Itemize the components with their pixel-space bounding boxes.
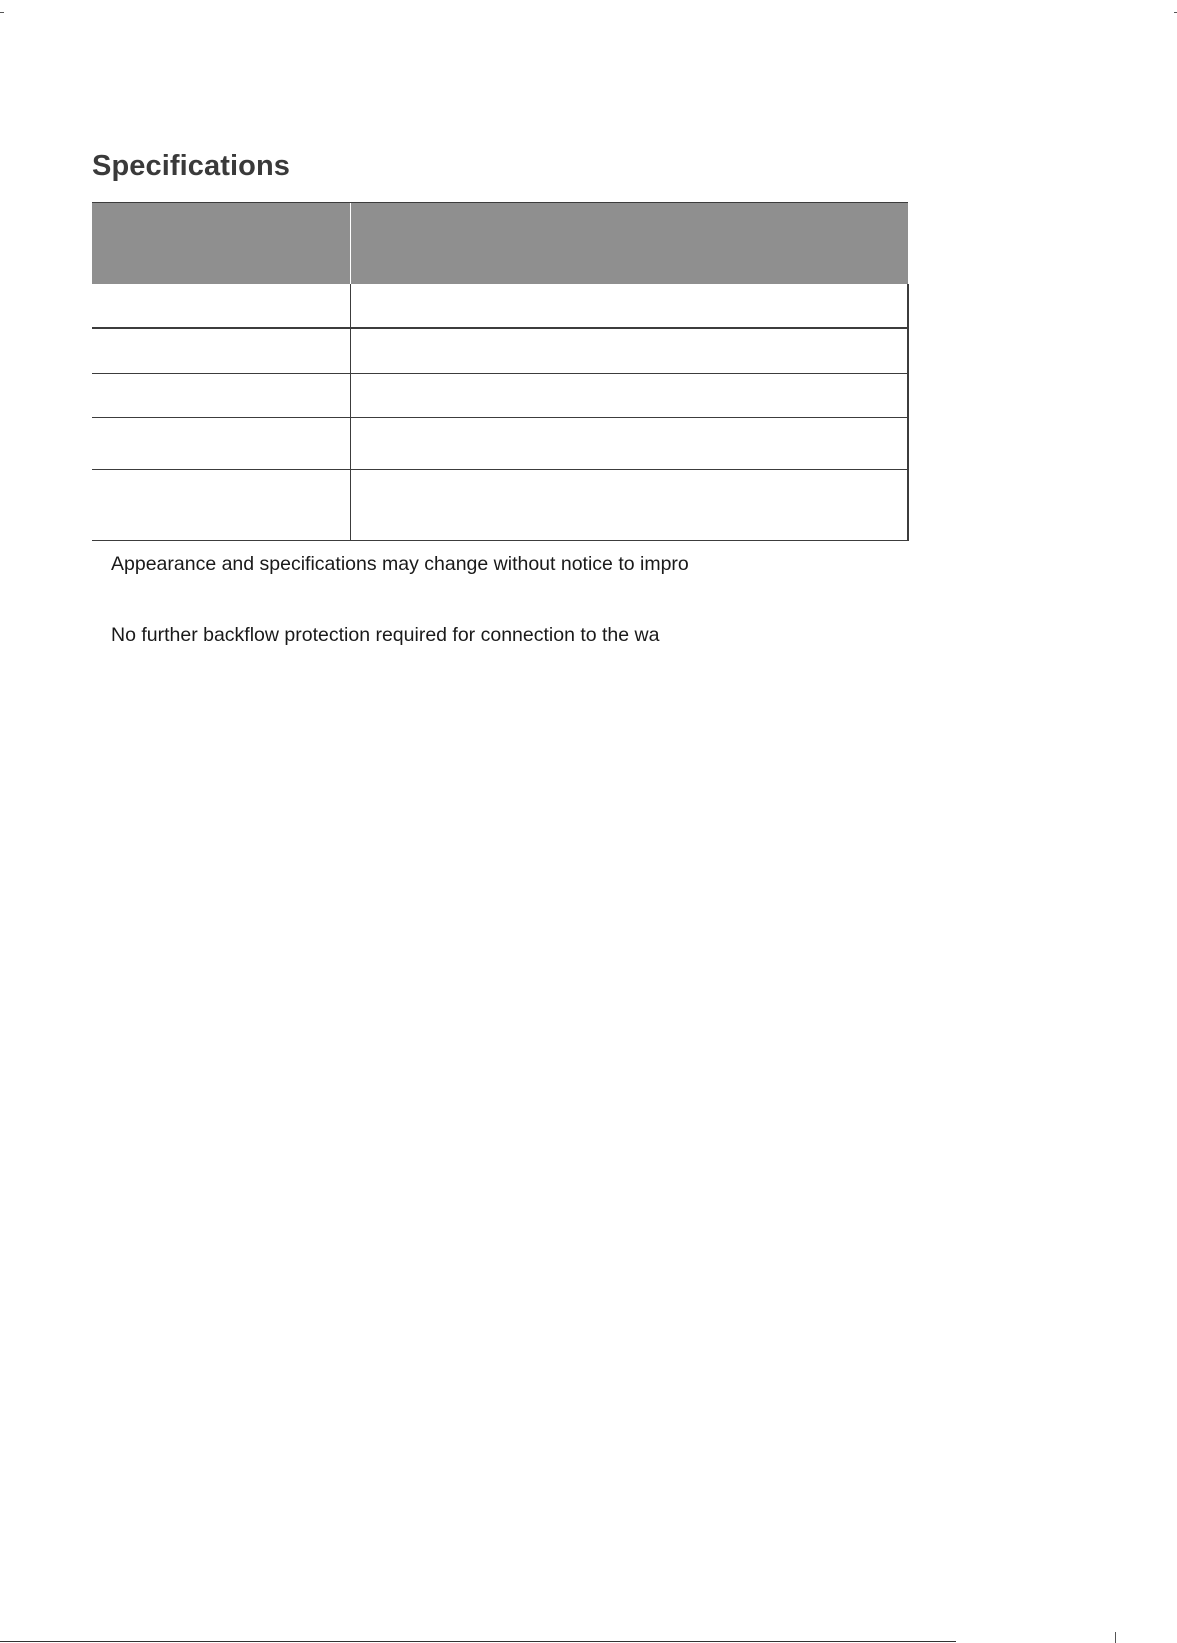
crop-mark-bottom-right [1115,1632,1116,1643]
table-row [92,470,908,541]
table-header-cell-label [92,203,350,285]
page-title: Specifications [92,150,291,182]
specifications-table [92,202,909,541]
table-row [92,328,908,374]
table-cell-label [92,418,350,470]
table-cell-label [92,328,350,374]
note-backflow-protection: No further backflow protection required for connection to the wa [111,624,660,646]
table-cell-value [350,284,908,328]
table-cell-value [350,374,908,418]
table-header-cell-value [350,203,908,285]
table-cell-label [92,284,350,328]
table-row [92,284,908,328]
table-cell-value [350,470,908,541]
table-cell-label [92,374,350,418]
crop-mark-top-left [0,12,4,13]
table-row [92,374,908,418]
table-header-row [92,203,908,285]
table-row [92,418,908,470]
note-appearance-specifications: Appearance and specifications may change without notice to impro [111,553,689,575]
table-cell-value [350,328,908,374]
table-cell-label [92,470,350,541]
table-cell-value [350,418,908,470]
footer-rule [0,1641,956,1642]
